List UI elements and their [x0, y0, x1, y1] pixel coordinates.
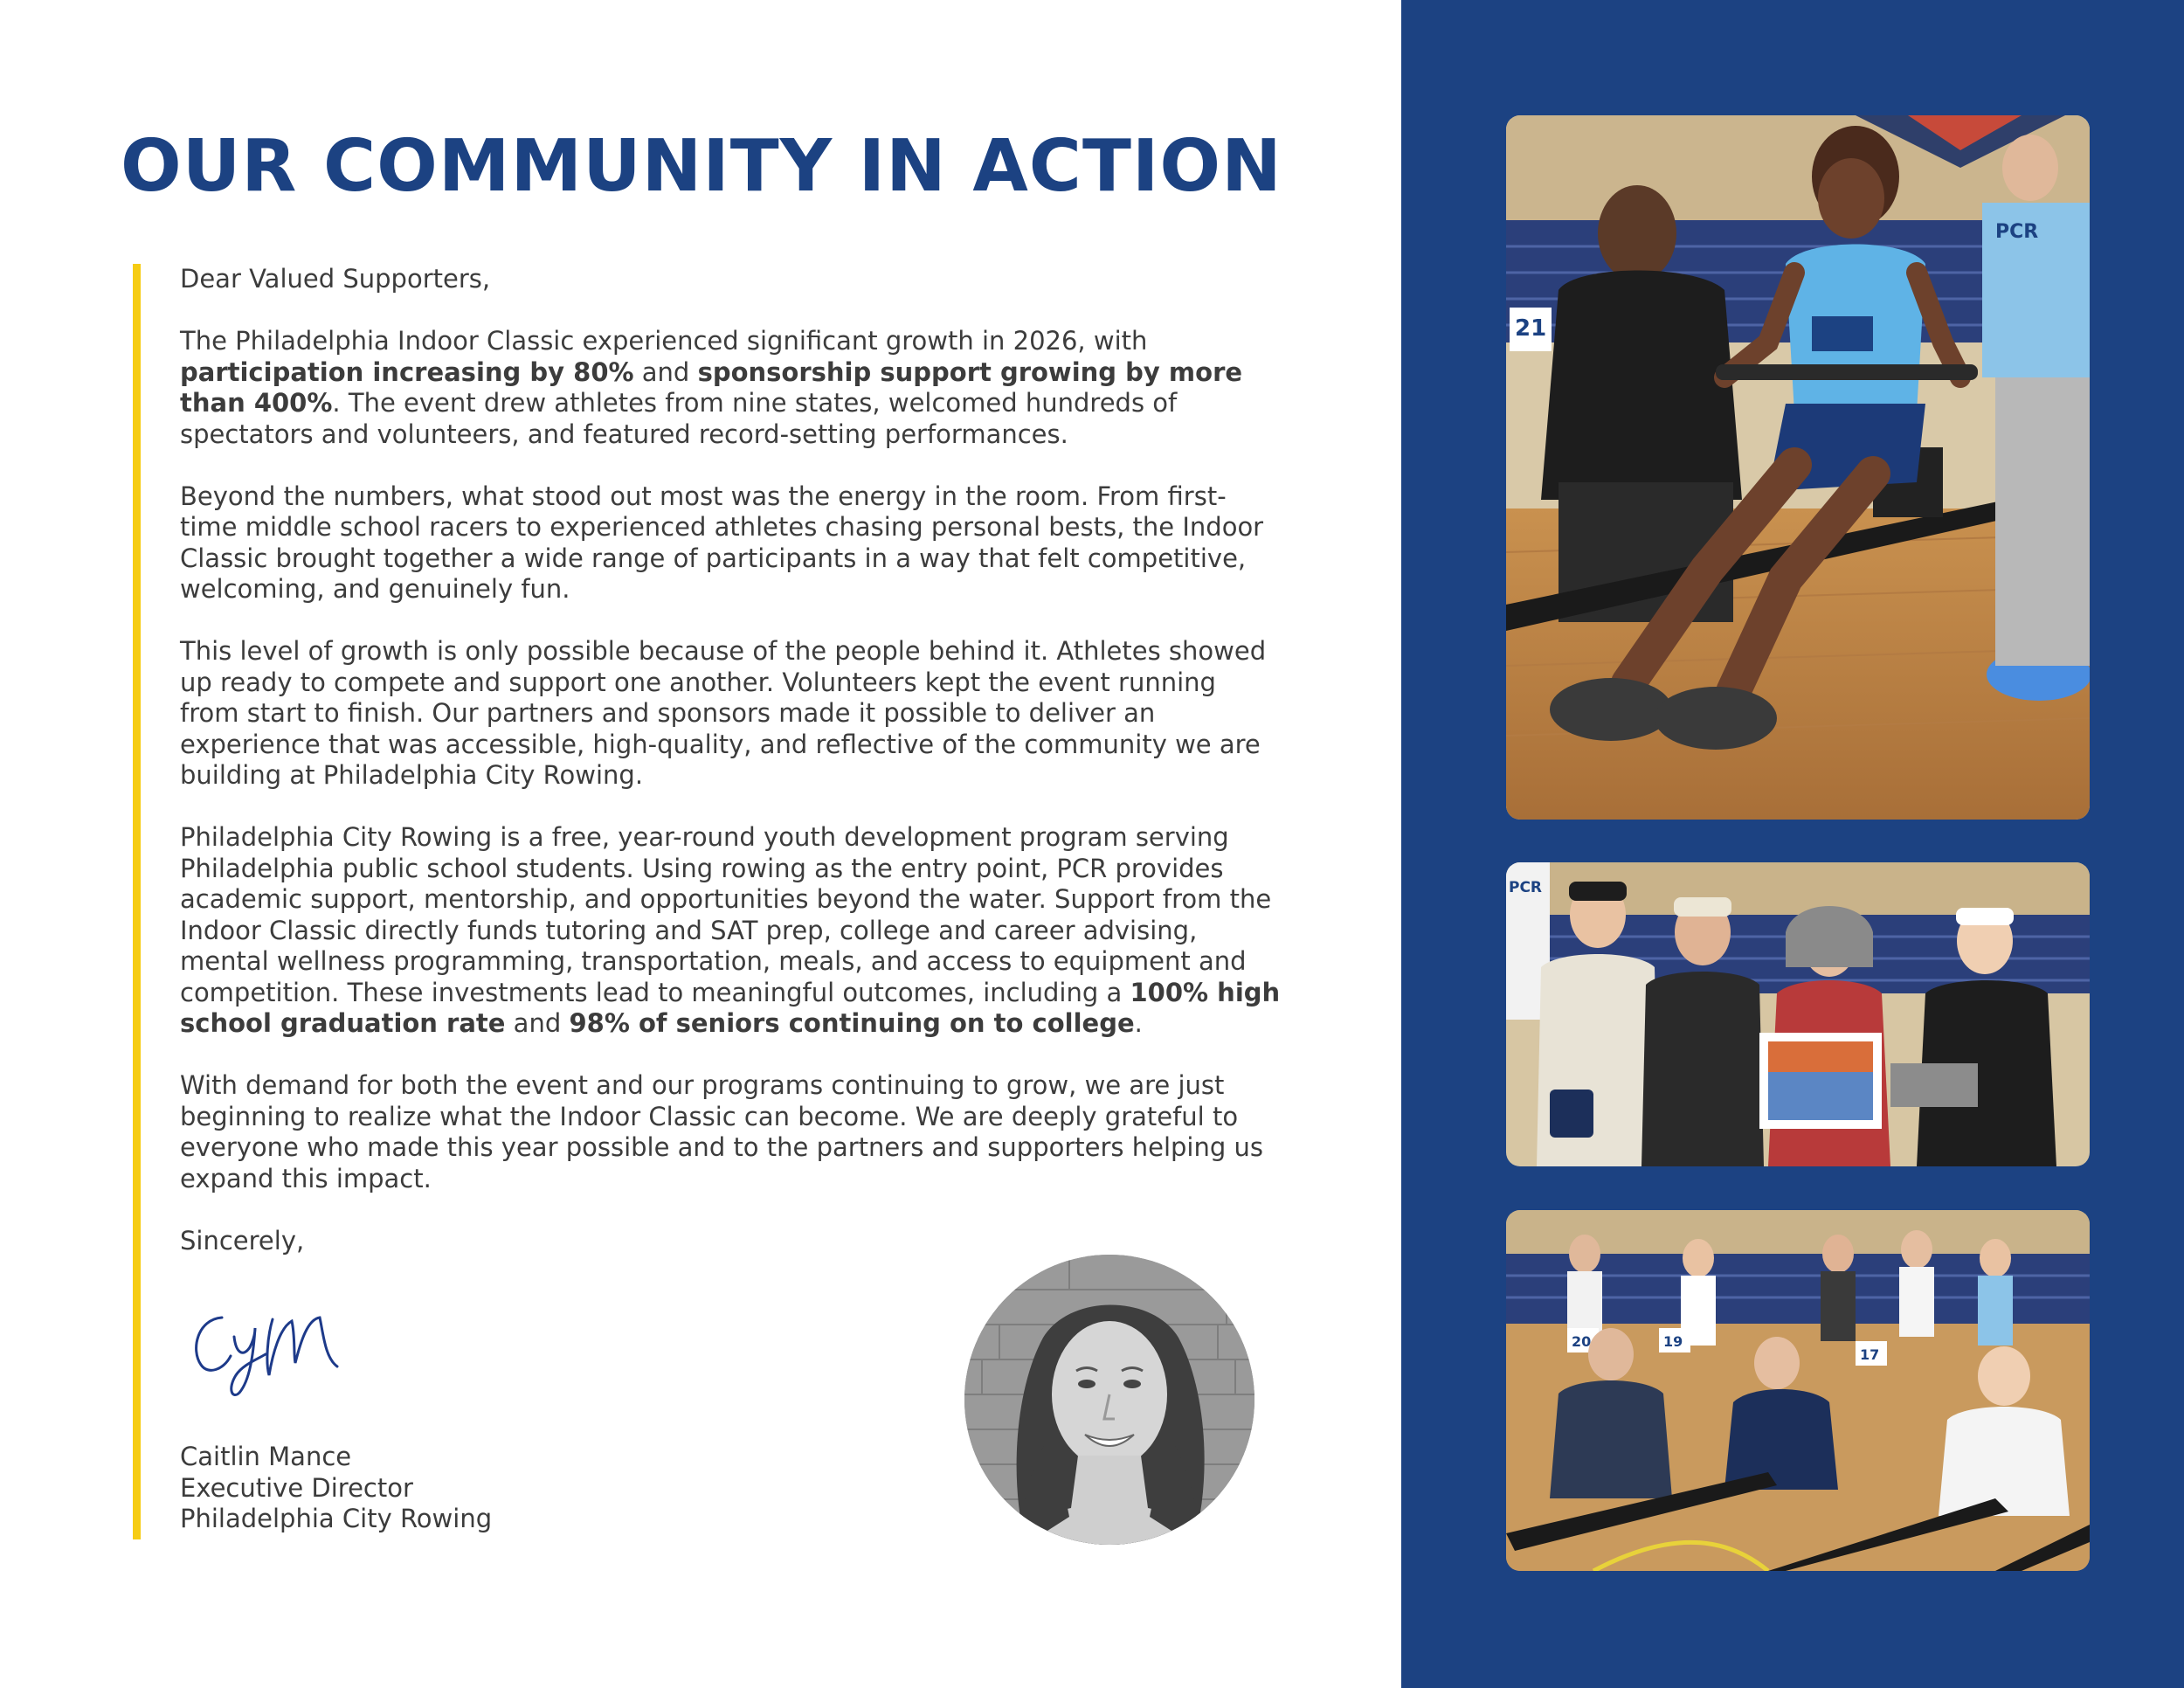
highlight-college: 98% of seniors continuing on to college: [569, 1008, 1135, 1038]
text-span: .: [1134, 1008, 1143, 1038]
erg-number-label: 21: [1515, 315, 1547, 342]
jersey-logo-text: PCR: [1995, 221, 2039, 243]
highlight-graduation: 100% high school graduation rate: [180, 977, 1281, 1038]
text-span: and: [505, 1008, 570, 1038]
signer-title: Executive Director: [180, 1472, 413, 1503]
text-span: Philadelphia City Rowing is a free, year-round youth development program serving Philadelphia public school students. Using rowing as the entry point, PCR provides academic support, mentorship, and opportunities beyond the water. Support from the Indoor Classic directly funds tutoring and SAT prep, college and career advising, mental wellness programming, transportation, meals, and access to equipment and competition. These investments lead to meaningful outcomes, including a: [180, 822, 1272, 1007]
signer-name: Caitlin Mance: [180, 1442, 352, 1471]
letter-paragraph-3: This level of growth is only possible because of the people behind it. Athletes showed up ready to compete and support one another. Volunteers kept the event running from start to finish. Our partners and sponsors made it possible to deliver an experience that was accessible, high-quality, and reflective of the community we are building at Philadelphia City Rowing.: [180, 636, 1267, 790]
erg-number-label: 20: [1572, 1333, 1592, 1350]
letter-paragraph-5: With demand for both the event and our programs continuing to grow, we are just beginning to realize what the Indoor Classic can become. We are deeply grateful to everyone who made this year possible and to the partners and supporters helping us expand this impact.: [180, 1070, 1263, 1193]
letter-paragraph-4: [180, 822, 1281, 1040]
page-title: OUR COMMUNITY IN ACTION: [121, 125, 1282, 208]
text-span: and: [633, 356, 698, 387]
director-portrait: [964, 1255, 1254, 1545]
highlight-participation: participation increasing by 80%: [180, 356, 634, 387]
highlight-sponsorship: sponsorship support growing by more than 400%: [180, 356, 1243, 418]
letter-closing: Sincerely,: [180, 1225, 305, 1256]
photo-panel: [1401, 0, 2184, 1688]
banner-logo-text: PCR: [1509, 879, 1543, 896]
award-group-photo: [1506, 862, 2090, 1166]
erg-number-label: 17: [1860, 1346, 1880, 1363]
race-crowd-photo: [1506, 1210, 2090, 1571]
accent-bar: [133, 264, 141, 1539]
erg-number-label: 19: [1663, 1333, 1683, 1350]
letter-greeting: Dear Valued Supporters,: [180, 264, 491, 294]
text-span: The Philadelphia Indoor Classic experienced significant growth in 2026, with: [180, 326, 1148, 356]
text-span: . The event drew athletes from nine states, welcomed hundreds of spectators and volunteers, and featured record-setting performances.: [180, 388, 1178, 449]
handwritten-signature: [189, 1302, 363, 1398]
letter-body: [180, 264, 1281, 1288]
signer-block: [180, 1442, 492, 1535]
letter-paragraph-2: Beyond the numbers, what stood out most was the energy in the room. From first-time middle school racers to experienced athletes chasing personal bests, the Indoor Classic brought together a wide range of participants in a way that felt competitive, welcoming, and genuinely fun.: [180, 481, 1264, 604]
signer-organization: Philadelphia City Rowing: [180, 1504, 493, 1533]
rower-photo: [1506, 115, 2090, 820]
letter-paragraph-1: [180, 326, 1281, 450]
